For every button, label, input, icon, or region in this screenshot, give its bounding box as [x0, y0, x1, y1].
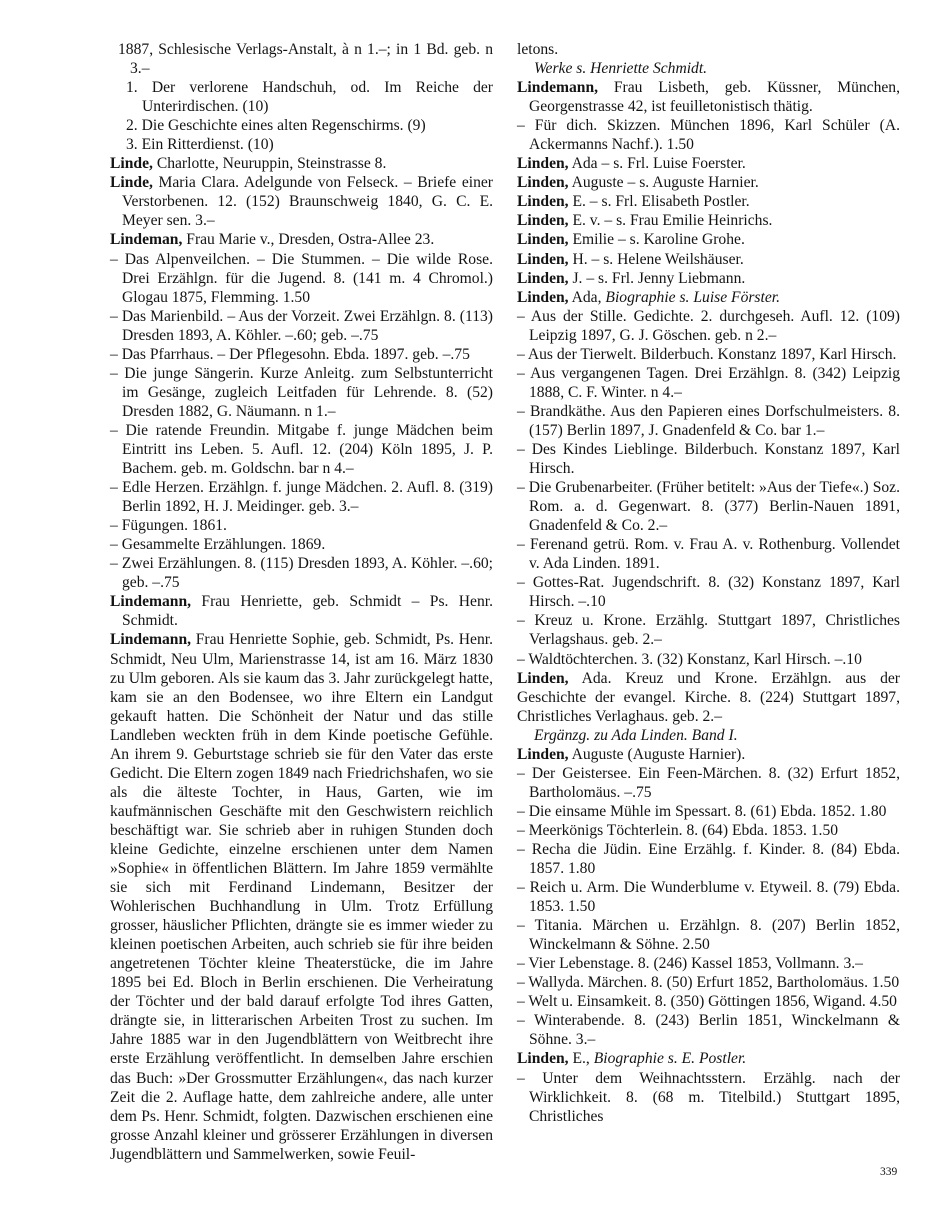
entry-text: 2. Die Geschichte eines alten Regenschirms. (9) — [126, 117, 426, 135]
entry — [517, 364, 900, 402]
entry-text: Frau Henriette, geb. Schmidt – Ps. Henr. Schmidt. — [122, 593, 493, 630]
entry — [517, 573, 900, 611]
entry-head: Linden, — [517, 193, 569, 211]
entry-text: 3. Ein Ritterdienst. (10) — [126, 136, 274, 154]
entry-text: Ada, — [571, 288, 602, 306]
entry-text: – Zwei Erzählungen. 8. (115) Dresden 1893, A. Köhler. –.60; geb. –.75 — [110, 555, 493, 592]
entry — [110, 345, 493, 364]
entry-text: Ada – s. Frl. Luise Foerster. — [571, 155, 746, 173]
entry — [110, 116, 493, 135]
entry-text: – Ferenand getrü. Rom. v. Frau A. v. Rothenburg. Vollendet v. Ada Linden. 1891. — [517, 536, 900, 573]
entry — [517, 40, 900, 59]
entry-text: J. – s. Frl. Jenny Liebmann. — [572, 269, 746, 287]
entry-text: 1. Der verlorene Handschuh, od. Im Reiche der Unterirdischen. (10) — [126, 79, 493, 116]
entry-text: – Winterabende. 8. (243) Berlin 1851, Winckelmann & Söhne. 3.– — [517, 1012, 900, 1049]
entry-head: Linden, — [517, 745, 569, 763]
entry — [517, 78, 900, 116]
entry — [517, 650, 900, 669]
entry-text: – Aus der Tierwelt. Bilderbuch. Konstanz 1897, Karl Hirsch. — [517, 345, 897, 363]
entry-text: Auguste – s. Auguste Harnier. — [571, 174, 759, 192]
entry — [110, 307, 493, 345]
entry-text: – Edle Herzen. Erzählgn. f. junge Mädchen. 2. Aufl. 8. (319) Berlin 1892, H. J. Meidinger. geb. 3.– — [110, 479, 493, 516]
entry — [517, 973, 900, 992]
entry — [517, 402, 900, 440]
entry-text: – Das Alpenveilchen. – Die Stummen. – Die wilde Rose. Drei Erzählgn. für die Jugend. 8. (141 m. 4 Chromol.) Glogau 1875, Flemming. 1.50 — [110, 250, 493, 306]
entry — [517, 173, 900, 192]
entry-text: – Brandkäthe. Aus den Papieren eines Dorfschulmeisters. 8. (157) Berlin 1897, J. Gnadenfeld & Co. bar 1.– — [517, 402, 900, 439]
entry — [517, 916, 900, 954]
entry — [110, 630, 493, 1163]
entry-text: – Die Grubenarbeiter. (Früher betitelt: »Aus der Tiefe«.) Soz. Rom. a. d. Gegenwart. 8. (377) Berlin-Nauen 1891, Gnadenfeld & Co. 2.– — [517, 479, 900, 535]
left-column — [110, 40, 493, 1164]
entry-head: Linden, — [517, 231, 569, 249]
entry-head: Linden, — [517, 250, 569, 268]
entry — [517, 1049, 900, 1068]
entry-text: E. v. – s. Frau Emilie Heinrichs. — [572, 212, 773, 230]
entry-italic-ref: Biographie s. Luise Förster. — [605, 288, 780, 306]
entry-head: Linden, — [517, 288, 569, 306]
entry-text: – Die ratende Freundin. Mitgabe f. junge Mädchen beim Eintritt ins Leben. 5. Aufl. 12. (204) Köln 1895, J. P. Bachem. geb. m. Goldschn. bar n 4.– — [110, 421, 493, 478]
entry-text: – Vier Lebenstage. 8. (246) Kassel 1853, Vollmann. 3.– — [517, 955, 863, 973]
entry — [517, 840, 900, 878]
entry — [517, 269, 900, 288]
entry — [517, 535, 900, 573]
entry-text: letons. — [517, 41, 559, 58]
entry-head: Lindeman, — [110, 231, 183, 249]
entry — [517, 611, 900, 649]
entry — [110, 173, 493, 230]
entry — [110, 154, 493, 173]
entry-text: – Kreuz u. Krone. Erzählg. Stuttgart 1897, Christliches Verlagshaus. geb. 2.– — [517, 612, 900, 649]
entry-text: – Die einsame Mühle im Spessart. 8. (61) Ebda. 1852. 1.80 — [517, 802, 887, 820]
entry-text: – Reich u. Arm. Die Wunderblume v. Etyweil. 8. (79) Ebda. 1853. 1.50 — [517, 879, 900, 916]
entry — [110, 554, 493, 592]
entry — [517, 307, 900, 345]
entry — [517, 288, 900, 307]
entry-text: H. – s. Helene Weilshäuser. — [572, 250, 744, 268]
entry-text: Ada. Kreuz und Krone. Erzählgn. aus der Geschichte der evangel. Kirche. 8. (224) Stuttgart 1897, Christliches Verlaghaus. geb. 2.– — [517, 669, 901, 725]
entry — [517, 440, 900, 478]
entry-text: – Das Marienbild. – Aus der Vorzeit. Zwei Erzählgn. 8. (113) Dresden 1893, A. Köhler. –.60; geb. –.75 — [110, 307, 493, 344]
entry-text: Auguste (Auguste Harnier). — [571, 745, 746, 763]
entry — [110, 421, 493, 478]
entry — [517, 1011, 900, 1049]
entry-text: – Aus vergangenen Tagen. Drei Erzählgn. 8. (342) Leipzig 1888, C. F. Winter. n 4.– — [517, 364, 900, 401]
entry-head: Linden, — [517, 174, 569, 192]
entry — [110, 40, 493, 78]
entry-text: Frau Lisbeth, geb. Küssner, München, Georgenstrasse 42, ist feuilletonistisch thätig. — [529, 79, 900, 116]
entry-text: – Die junge Sängerin. Kurze Anleitg. zum Selbstunterricht im Gesänge, zugleich Leitfaden für Lehrende. 8. (52) Dresden 1882, G. Näumann. n 1.– — [110, 364, 493, 420]
entry-text: – Das Pfarrhaus. – Der Pflegesohn. Ebda. 1897. geb. –.75 — [110, 345, 470, 363]
entry — [517, 59, 900, 78]
entry-text: – Fügungen. 1861. — [110, 517, 227, 535]
entry-text: – Waldtöchterchen. 3. (32) Konstanz, Karl Hirsch. –.10 — [517, 650, 862, 668]
entry — [517, 764, 900, 802]
entry — [110, 516, 493, 535]
entry — [517, 230, 900, 249]
entry-text: Charlotte, Neuruppin, Steinstrasse 8. — [156, 155, 387, 173]
entry-text: – Titania. Märchen u. Erzählgn. 8. (207) Berlin 1852, Winckelmann & Söhne. 2.50 — [517, 917, 900, 954]
entry-text: – Meerkönigs Töchterlein. 8. (64) Ebda. 1853. 1.50 — [517, 821, 839, 839]
entry-head: Linden, — [517, 269, 569, 287]
entry-text: 1887, Schlesische Verlags-Anstalt, à n 1.–; in 1 Bd. geb. n 3.– — [118, 41, 493, 78]
entry-italic-ref: Biographie s. E. Postler. — [593, 1050, 747, 1068]
entry — [517, 345, 900, 364]
entry-head: Lindemann, — [110, 593, 192, 611]
entry-head: Lindemann, — [517, 79, 599, 97]
entry — [110, 535, 493, 554]
entry-text: Emilie – s. Karoline Grohe. — [572, 231, 745, 249]
entry — [517, 726, 900, 745]
entry — [517, 192, 900, 211]
entry — [517, 478, 900, 535]
entry — [517, 211, 900, 230]
entry-text: Ergänzg. zu Ada Linden. Band I. — [534, 726, 738, 744]
entry-text: – Aus der Stille. Gedichte. 2. durchgeseh. Aufl. 12. (109) Leipzig 1897, G. J. Göschen. geb. n 2.– — [517, 307, 900, 344]
entry — [110, 135, 493, 154]
entry — [110, 478, 493, 516]
entry — [517, 745, 900, 764]
entry-head: Linde, — [110, 155, 153, 173]
entry-head: Linden, — [517, 212, 569, 230]
entry-head: Lindemann, — [110, 631, 192, 649]
entry-head: Linden, — [517, 1050, 569, 1068]
entry-text: Werke s. Henriette Schmidt. — [534, 60, 708, 78]
entry — [110, 78, 493, 116]
entry — [110, 592, 493, 630]
entry-head: Linden, — [517, 155, 569, 173]
page-number: 339 — [880, 1166, 898, 1178]
entry — [517, 116, 900, 154]
entry — [517, 669, 900, 726]
entry-text: – Für dich. Skizzen. München 1896, Karl Schüler (A. Ackermanns Nachf.). 1.50 — [517, 117, 900, 154]
entry — [517, 821, 900, 840]
entry — [517, 954, 900, 973]
entry — [110, 364, 493, 421]
entry — [517, 802, 900, 821]
entry-text: – Des Kindes Lieblinge. Bilderbuch. Konstanz 1897, Karl Hirsch. — [517, 440, 900, 478]
entry-text: – Unter dem Weihnachtsstern. Erzählg. nach der Wirklichkeit. 8. (68 m. Titelbild.) Stuttgart 1895, Christliches — [517, 1069, 900, 1125]
entry-text: – Gottes-Rat. Jugendschrift. 8. (32) Konstanz 1897, Karl Hirsch. –.10 — [517, 574, 900, 611]
entry-text: Maria Clara. Adelgunde von Felseck. – Briefe einer Verstorbenen. 12. (152) Braunschweig 1840, G. C. E. Meyer sen. 3.– — [122, 174, 493, 230]
entry — [517, 154, 900, 173]
entry-head: Linde, — [110, 174, 153, 192]
entry-text: – Der Geistersee. Ein Feen-Märchen. 8. (32) Erfurt 1852, Bartholomäus. –.75 — [517, 764, 900, 801]
entry-text: E. – s. Frl. Elisabeth Postler. — [572, 193, 750, 211]
right-column — [517, 40, 900, 1126]
entry — [517, 250, 900, 269]
entry-text: – Recha die Jüdin. Eine Erzählg. f. Kinder. 8. (84) Ebda. 1857. 1.80 — [517, 840, 900, 878]
entry — [110, 250, 493, 307]
entry-text: E., — [572, 1050, 590, 1068]
entry-text: – Wallyda. Märchen. 8. (50) Erfurt 1852, Bartholomäus. 1.50 — [517, 974, 900, 992]
entry — [110, 230, 493, 249]
entry — [517, 878, 900, 916]
entry-text: Frau Henriette Sophie, geb. Schmidt, Ps. Henr. Schmidt, Neu Ulm, Marienstrasse 14, ist am 16. März 1830 zu Ulm geboren. Als sie kaum das 3. Jahr zurückgelegt hatte, kam sie an den Bodensee, wo ihre Eltern ein Landgut gekauft hatten. Die Schönheit der Natur und das stille Landleben weckten früh in dem Kinde poetische Gefühle. An ihrem 9. Geburtstage schrieb sie für den Vater das erste Gedicht. Die Eltern zogen 1849 nach Friedrichshafen, wo sie als die älteste Tochter, in Haus, Garten, wie im kaufmännischen Geschäfte mit den Geschwistern reichlich beschäftigt war. Sie schrieb aber in ruhigen Stunden doch kleine Gedichte, einzelne erschienen unter dem Namen »Sophie« in öffentlichen Blättern. Im Jahre 1859 vermählte sie sich mit Ferdinand Lindemann, Besitzer der Wohlerischen Buchhandlung in Ulm. Trotz Erfüllung grosser, häuslicher Pflichten, drängte sie es immer wieder zu kleinen poetischen Arbeiten, auch schrieb sie für ihre beiden angetretenen Töchter kleine Theaterstücke, die im Jahre 1895 bei Ed. Bloch in Berlin erschienen. Die Verheiratung der Töchter und der bald darauf erfolgte Tod ihres Gatten, drängte sie, in litterarischen Arbeiten Trost zu suchen. Im Jahre 1885 war in den Jugendblättern von Weitbrecht ihre erste Erzählung veröffentlicht. In demselben Jahre erschien das Buch: »Der Grossmutter Erzählungen«, das nach kurzer Zeit die 2. Auflage hatte, dem zahlreiche andere, alle unter dem Ps. Henr. Schmidt, folgten. Dazwischen erschienen eine grosse Anzahl kleiner und grösserer Erzählungen in diversen Jugendblättern und Sammelwerken, sowie Feuil- — [110, 631, 493, 1163]
entry-text: – Gesammelte Erzählungen. 1869. — [110, 536, 326, 554]
entry — [517, 992, 900, 1011]
entry — [517, 1069, 900, 1126]
entry-text: – Welt u. Einsamkeit. 8. (350) Göttingen 1856, Wigand. 4.50 — [517, 993, 897, 1011]
entry-head: Linden, — [517, 669, 569, 687]
entry-text: Frau Marie v., Dresden, Ostra-Allee 23. — [186, 231, 435, 249]
